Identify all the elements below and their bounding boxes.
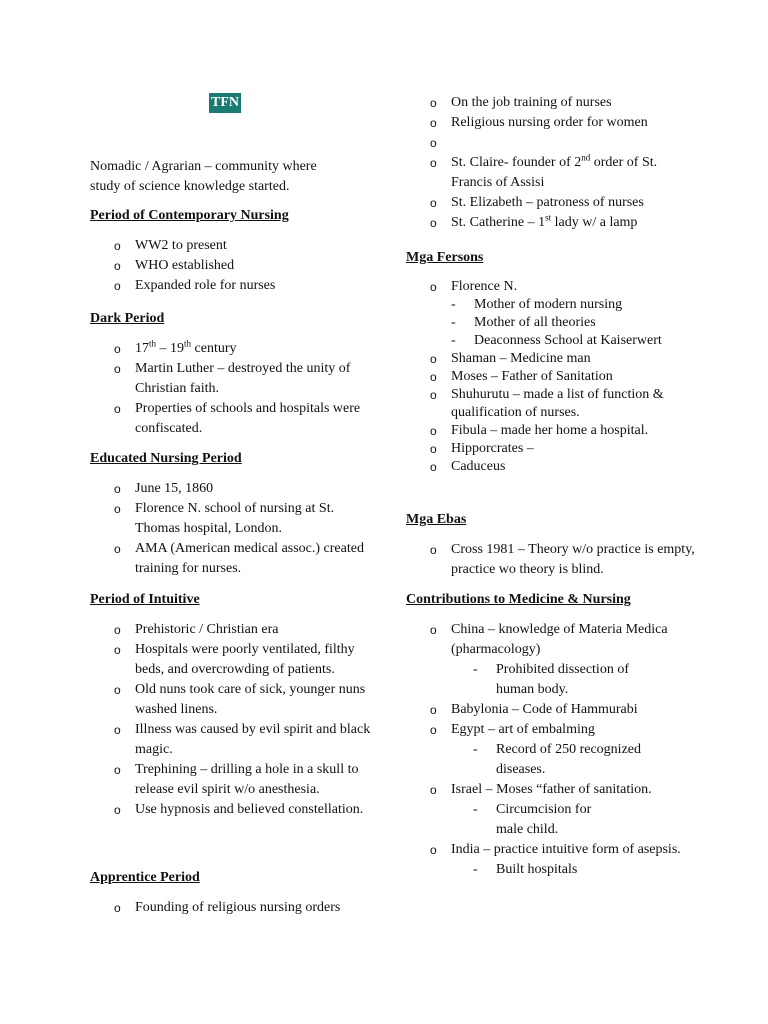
list-item: o June 15, 1860	[90, 479, 380, 499]
florence-label: Florence N.	[451, 279, 518, 294]
century-to-sup: th	[184, 338, 192, 349]
catherine-text: St. Catherine – 1	[451, 215, 546, 230]
list-item: o Caduceus	[406, 458, 696, 476]
list-item	[406, 278, 696, 350]
list-item: o Hospitals were poorly ventilated, filthy beds, and overcrowding of patients.	[90, 640, 380, 680]
list-item	[406, 780, 696, 840]
section-mga-ebas	[406, 510, 696, 580]
list-item: o AMA (American medical assoc.) created training for nurses.	[90, 539, 380, 579]
sub-list	[451, 860, 696, 880]
claire-text: St. Claire- founder of 2	[451, 155, 582, 170]
section-heading: Dark Period	[90, 311, 165, 326]
list-item	[406, 213, 696, 233]
list-item: o Illness was caused by evil spirit and black magic.	[90, 720, 380, 760]
china-label: China – knowledge of Materia Medica (pharmacology)	[451, 622, 668, 657]
catherine-text-end: lady w/ a lamp	[551, 215, 638, 230]
section-contemporary	[90, 206, 380, 296]
list-item: o Prehistoric / Christian era	[90, 620, 380, 640]
section-heading: Apprentice Period	[90, 870, 200, 885]
list-item: o Martin Luther – destroyed the unity of Christian faith.	[90, 359, 380, 399]
list-item: o Fibula – made her home a hospital.	[406, 422, 696, 440]
list-item: o On the job training of nurses	[406, 93, 696, 113]
section-heading: Period of Contemporary Nursing	[90, 208, 289, 223]
list-item	[90, 339, 380, 359]
list-item: o Cross 1981 – Theory w/o practice is empty, practice wo theory is blind.	[406, 540, 696, 580]
list-item: o Properties of schools and hospitals were confiscated.	[90, 399, 380, 439]
century-from: 17	[135, 341, 149, 356]
claire-text-end: order of St. Francis of Assisi	[451, 155, 658, 190]
israel-label: Israel – Moses “father of sanitation.	[451, 782, 652, 797]
list-item: o Hipporcrates –	[406, 440, 696, 458]
section-heading: Period of Intuitive	[90, 592, 200, 607]
bullet-list	[406, 278, 696, 476]
list-item: o Babylonia – Code of Hammurabi	[406, 700, 696, 720]
list-item	[406, 840, 696, 880]
list-item: o Shaman – Medicine man	[406, 350, 696, 368]
bullet-list	[406, 93, 696, 233]
section-apprentice	[90, 868, 380, 918]
section-mga-fersons	[406, 248, 696, 476]
bullet-list	[90, 479, 380, 579]
bullet-list	[90, 236, 380, 296]
list-item: o Religious nursing order for women	[406, 113, 696, 133]
list-item	[406, 153, 696, 193]
section-educated-nursing	[90, 449, 380, 579]
bullet-list	[406, 620, 696, 880]
list-item: o WW2 to present	[90, 236, 380, 256]
section-heading: Mga Ebas	[406, 512, 467, 527]
section-contributions	[406, 590, 696, 880]
list-item	[406, 620, 696, 700]
century-from-sup: th	[149, 338, 157, 349]
list-item: o Use hypnosis and believed constellation.	[90, 800, 380, 820]
intro-paragraph: Nomadic / Agrarian – community where study of science knowledge started.	[90, 159, 317, 194]
sub-list-item: - Deaconness School at Kaiserwert	[451, 332, 696, 350]
sub-list-item: - Record of 250 recognized diseases.	[473, 740, 696, 780]
section-apprentice-continued	[406, 93, 696, 233]
sub-list-item: - Mother of all theories	[451, 314, 696, 332]
century-to: 19	[170, 341, 185, 356]
sub-list-item: - Built hospitals	[473, 860, 696, 880]
list-item	[406, 133, 696, 153]
section-intuitive	[90, 590, 380, 820]
section-heading: Mga Fersons	[406, 250, 484, 265]
list-item: o St. Elizabeth – patroness of nurses	[406, 193, 696, 213]
list-item: o Moses – Father of Sanitation	[406, 368, 696, 386]
sub-list-item: - Circumcision for male child.	[473, 800, 696, 840]
sub-list	[451, 660, 696, 700]
sub-list-item: - Mother of modern nursing	[451, 296, 696, 314]
section-heading: Educated Nursing Period	[90, 451, 242, 466]
bullet-list	[90, 620, 380, 820]
list-item: o WHO established	[90, 256, 380, 276]
sub-list	[451, 740, 696, 780]
list-item: o Expanded role for nurses	[90, 276, 380, 296]
list-item	[406, 720, 696, 780]
section-dark-period	[90, 309, 380, 439]
list-item: o Trephining – drilling a hole in a skull to release evil spirit w/o anesthesia.	[90, 760, 380, 800]
india-label: India – practice intuitive form of asepsis.	[451, 842, 681, 857]
document-title-badge: TFN	[209, 93, 241, 113]
list-item: o Shuhurutu – made a list of function & qualification of nurses.	[406, 386, 696, 422]
bullet-list	[406, 540, 696, 580]
claire-sup: nd	[581, 152, 591, 163]
catherine-sup: st	[545, 212, 552, 223]
list-item: o Old nuns took care of sick, younger nuns washed linens.	[90, 680, 380, 720]
list-item: o Florence N. school of nursing at St. Thomas hospital, London.	[90, 499, 380, 539]
century-suffix: century	[191, 341, 237, 356]
section-heading: Contributions to Medicine & Nursing	[406, 592, 631, 607]
century-sep: –	[156, 341, 171, 356]
sub-list	[451, 800, 696, 840]
egypt-label: Egypt – art of embalming	[451, 722, 595, 737]
bullet-list	[90, 898, 380, 918]
bullet-list	[90, 339, 380, 439]
list-item: o Founding of religious nursing orders	[90, 898, 380, 918]
sub-list-item: - Prohibited dissection of human body.	[473, 660, 696, 700]
sub-list	[451, 296, 696, 350]
